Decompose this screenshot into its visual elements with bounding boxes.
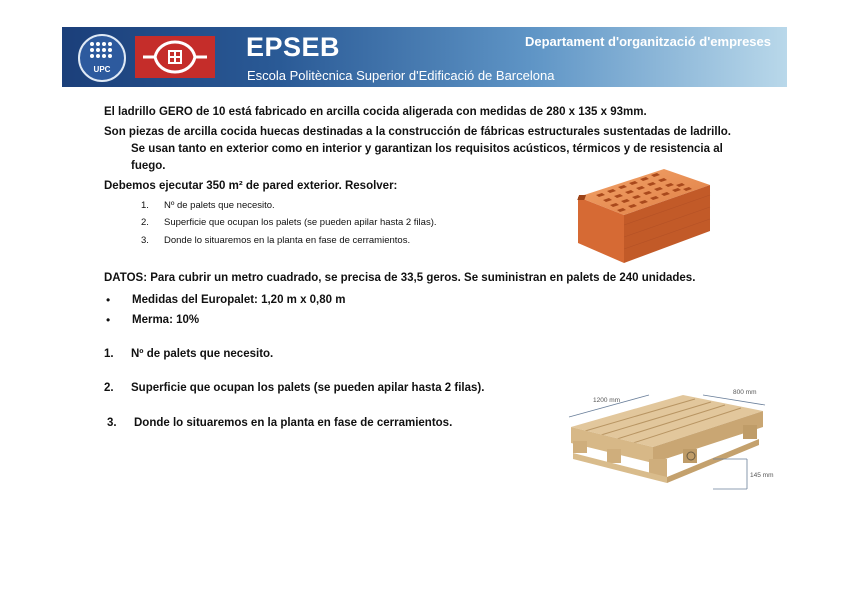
bullet-symbol: • xyxy=(106,293,111,307)
pallet-height-label: 145 mm xyxy=(750,472,774,479)
question-1: Nº de palets que necesito. xyxy=(131,348,274,360)
intro-line-2: Son piezas de arcilla cocida huecas destinadas a la construcción de fábricas estructurales sustentadas de ladrillo. xyxy=(104,126,731,138)
upc-logo-text: UPC xyxy=(93,65,111,74)
intro-line-3: Se usan tanto en exterior como en interior y garantizan los requisitos acústicos, térmicos y de resistencia al xyxy=(131,143,723,155)
pallet-width-label: 800 mm xyxy=(733,389,757,396)
question-number: 1. xyxy=(104,348,114,360)
brick-image xyxy=(576,165,712,265)
school-full-name: Escola Politècnica Superior d'Edificació de Barcelona xyxy=(247,68,555,83)
task-statement: Debemos ejecutar 350 m² de pared exterior. Resolver: xyxy=(104,180,398,192)
school-short-name: EPSEB xyxy=(246,32,341,62)
task-item: Superficie que ocupan los palets (se pueden apilar hasta 2 filas). xyxy=(164,217,437,228)
header-banner xyxy=(62,27,787,87)
question-3: Donde lo situaremos en la planta en fase de cerramientos. xyxy=(134,417,453,429)
task-number: 3. xyxy=(141,235,149,246)
task-number: 2. xyxy=(141,217,149,228)
question-2: Superficie que ocupan los palets (se pueden apilar hasta 2 filas). xyxy=(131,382,485,394)
pallet-length-label: 1200 mm xyxy=(593,397,621,404)
bullet-item-europalet: Medidas del Europalet: 1,20 m x 0,80 m xyxy=(132,294,346,306)
department-name: Departament d'organització d'empreses xyxy=(524,34,771,49)
task-item: Donde lo situaremos en la planta en fase de cerramientos. xyxy=(164,235,411,246)
upc-dots-icon xyxy=(90,42,114,62)
europalet-image xyxy=(563,385,779,495)
epseb-emblem-icon xyxy=(135,36,215,78)
upc-logo xyxy=(78,34,126,82)
bullet-item-merma: Merma: 10% xyxy=(132,314,200,326)
intro-line-1: El ladrillo GERO de 10 está fabricado en arcilla cocida aligerada con medidas de 280 x 135 x 93mm. xyxy=(104,106,647,118)
task-item: Nº de palets que necesito. xyxy=(164,200,275,211)
intro-line-4: fuego. xyxy=(131,160,166,172)
question-number: 2. xyxy=(104,382,114,394)
datos-line: DATOS: Para cubrir un metro cuadrado, se precisa de 33,5 geros. Se suministran en palets de 240 unidades. xyxy=(104,272,696,284)
bullet-symbol: • xyxy=(106,313,111,327)
task-number: 1. xyxy=(141,200,149,211)
question-number: 3. xyxy=(107,417,117,429)
